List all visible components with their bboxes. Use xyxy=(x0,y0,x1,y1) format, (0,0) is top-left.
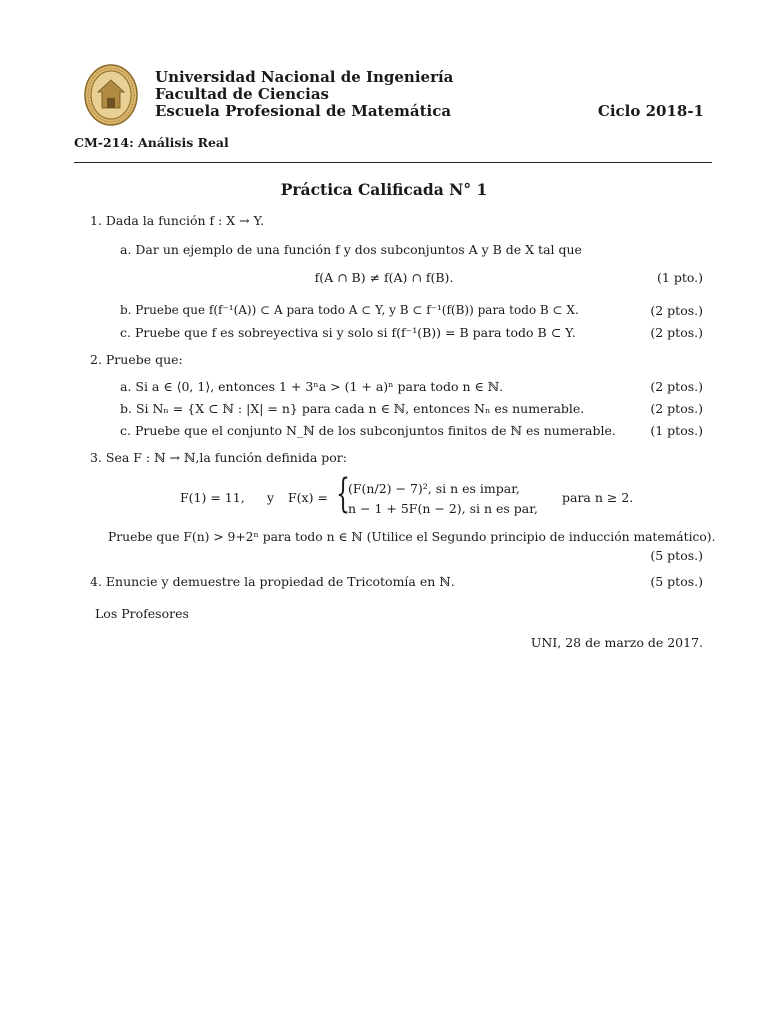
problem-1a-text: a. Dar un ejemplo de una función f y dos subconjuntos A y B de X tal que xyxy=(120,242,582,257)
problem-3-f1: F(1) = 11, xyxy=(180,490,245,505)
problem-2b-points: (2 ptos.) xyxy=(650,401,703,416)
problem-3-prove: Pruebe que F(n) > 9+2ⁿ para todo n ∈ ℕ (Utilice el Segundo principio de inducción matemático). xyxy=(108,530,716,544)
faculty-name: Facultad de Ciencias xyxy=(155,85,329,103)
problem-3-points: (5 ptos.) xyxy=(650,548,703,563)
header-divider xyxy=(74,162,712,163)
problem-4-stem: 4. Enuncie y demuestre la propiedad de Tricotomía en ℕ. xyxy=(90,574,455,589)
problem-3-and: y xyxy=(267,490,275,505)
problem-1c-points: (2 ptos.) xyxy=(650,325,703,340)
problem-3-condition: para n ≥ 2. xyxy=(562,490,634,505)
date-line: UNI, 28 de marzo de 2017. xyxy=(530,635,703,650)
problem-1a-points: (1 pto.) xyxy=(657,270,703,285)
problem-3-stem: 3. Sea F : ℕ → ℕ,la función definida por: xyxy=(90,450,347,465)
problem-1-stem: 1. Dada la función f : X → Y. xyxy=(90,213,265,228)
problem-2-stem: 2. Pruebe que: xyxy=(90,352,183,367)
problem-3-case-even: n − 1 + 5F(n − 2), si n es par, xyxy=(348,501,538,516)
course-name: CM-214: Análisis Real xyxy=(74,135,229,150)
problem-2c-points: (1 ptos.) xyxy=(650,423,703,438)
problem-2c-text: c. Pruebe que el conjunto N_ℕ de los subconjuntos finitos de ℕ es numerable. xyxy=(120,423,616,438)
signature: Los Profesores xyxy=(95,606,189,621)
document-title: Práctica Calificada N° 1 xyxy=(280,180,488,199)
problem-2b-text: b. Si Nₙ = {X ⊂ ℕ : |X| = n} para cada n ∈ ℕ, entonces Nₙ es numerable. xyxy=(120,401,585,416)
problem-1b-text: b. Pruebe que f(f⁻¹(A)) ⊂ A para todo A ⊂ Y, y B ⊂ f⁻¹(f(B)) para todo B ⊂ X. xyxy=(120,303,579,317)
problem-1b-points: (2 ptos.) xyxy=(650,303,703,318)
problem-2a-points: (2 ptos.) xyxy=(650,379,703,394)
cycle-label: Ciclo 2018-1 xyxy=(597,102,704,120)
problem-1c-text: c. Pruebe que f es sobreyectiva si y solo si f(f⁻¹(B)) = B para todo B ⊂ Y. xyxy=(120,325,576,340)
university-name: Universidad Nacional de Ingeniería xyxy=(155,68,454,86)
university-seal-logo xyxy=(84,64,138,126)
problem-2a-text: a. Si a ∈ ⟨0, 1⟩, entonces 1 + 3ⁿa > (1 + a)ⁿ para todo n ∈ ℕ. xyxy=(120,379,504,394)
problem-1a-equation: f(A ∩ B) ≠ f(A) ∩ f(B). xyxy=(314,270,454,285)
school-name: Escuela Profesional de Matemática xyxy=(155,102,452,120)
problem-3-fx: F(x) = xyxy=(288,490,328,505)
problem-4-points: (5 ptos.) xyxy=(650,574,703,589)
problem-3-case-odd: (F(n/2) − 7)², si n es impar, xyxy=(348,481,520,496)
case-brace: { xyxy=(336,471,350,517)
